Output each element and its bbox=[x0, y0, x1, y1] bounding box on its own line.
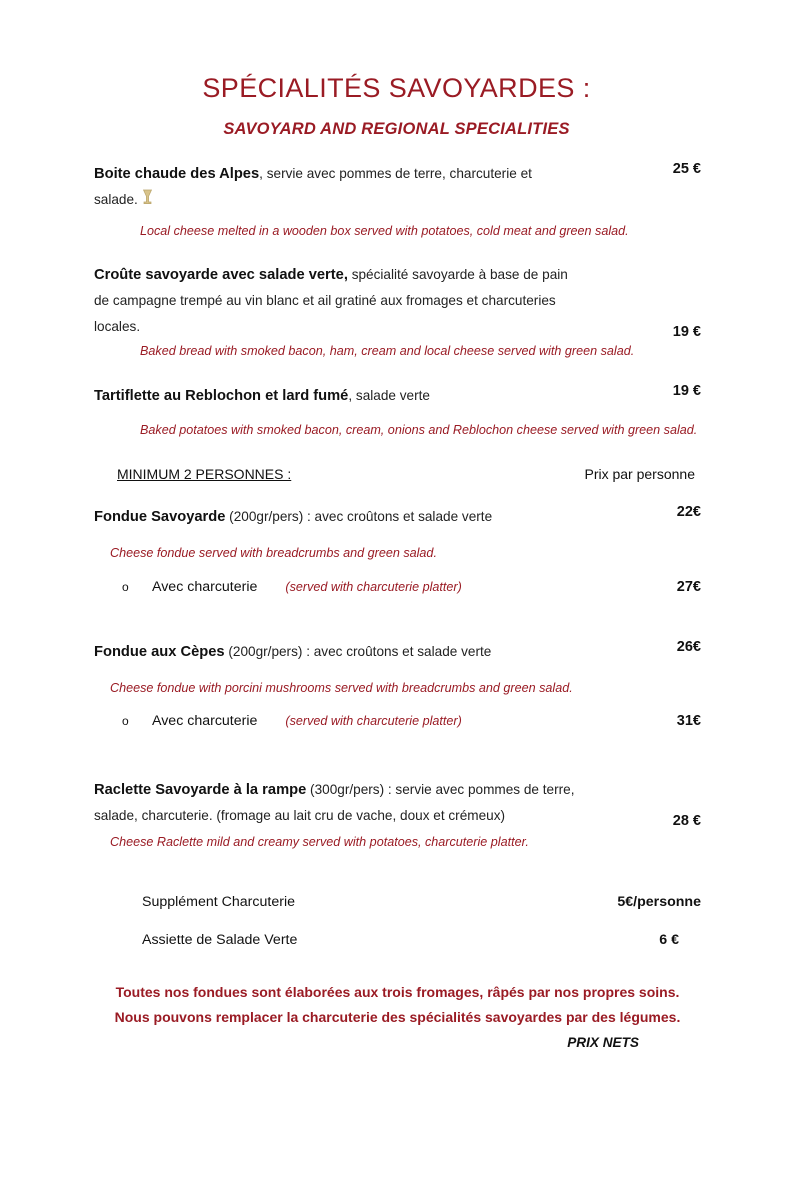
option-english: (served with charcuterie platter) bbox=[285, 579, 462, 594]
menu-item-detail: , salade verte bbox=[348, 388, 430, 403]
menu-item-description bbox=[94, 161, 591, 214]
menu-item bbox=[94, 504, 701, 595]
menu-item-name: Boite chaude des Alpes bbox=[94, 165, 260, 182]
supplement-label: Supplément Charcuterie bbox=[142, 894, 295, 911]
menu-item-price: 28 € bbox=[672, 813, 701, 830]
supplement-price: 6 € bbox=[659, 932, 679, 949]
option-price: 31€ bbox=[676, 713, 701, 730]
option-english: (served with charcuterie platter) bbox=[285, 714, 462, 729]
footnotes bbox=[94, 980, 701, 1029]
menu-item-english: Baked bread with smoked bacon, ham, cream and local cheese served with green salad. bbox=[140, 344, 635, 359]
footnote-line-2: Nous pouvons remplacer la charcuterie des spécialités savoyardes par des légumes. bbox=[114, 1008, 681, 1025]
option-label: Avec charcuterie bbox=[152, 713, 258, 730]
menu-item-description bbox=[94, 383, 591, 409]
menu-item-detail: spécialité savoyarde à base de pain de campagne trempé au vin blanc et ail gratiné aux fromages et charcuteries locales. bbox=[94, 267, 568, 335]
bullet-circle-icon: o bbox=[122, 714, 129, 729]
menu-item-price: 22€ bbox=[676, 503, 701, 520]
menu-item-english: Cheese fondue served with breadcrumbs and green salad. bbox=[110, 545, 437, 560]
minimum-persons-label: MINIMUM 2 PERSONNES : bbox=[117, 465, 292, 482]
supplement-row bbox=[94, 894, 701, 910]
menu-item-price: 19 € bbox=[672, 324, 701, 341]
page-subtitle: SAVOYARD AND REGIONAL SPECIALITIES bbox=[223, 119, 570, 138]
menu-item bbox=[94, 777, 701, 852]
supplement-row bbox=[94, 932, 701, 948]
option-label: Avec charcuterie bbox=[152, 578, 258, 595]
menu-item-name: Fondue aux Cèpes bbox=[94, 643, 225, 660]
menu-item-price: 19 € bbox=[672, 383, 701, 399]
menu-item-detail: (300gr/pers) : servie avec pommes de terre, salade, charcuterie. (fromage au lait cru de vache, doux et crémeux) bbox=[94, 782, 575, 824]
menu-item-detail: (200gr/pers) : avec croûtons et salade verte bbox=[225, 508, 493, 524]
menu-page bbox=[0, 74, 793, 1195]
price-per-person-label: Prix par personne bbox=[584, 465, 695, 482]
menu-item-detail: , servie avec pommes de terre, charcuterie et salade. bbox=[94, 165, 532, 207]
page-title: SPÉCIALITÉS SAVOYARDES : bbox=[202, 73, 591, 103]
menu-item-option bbox=[94, 579, 701, 595]
minimum-persons-row bbox=[94, 466, 701, 482]
menu-item-english: Cheese fondue with porcini mushrooms served with breadcrumbs and green salad. bbox=[110, 680, 573, 695]
wine-glass-icon bbox=[142, 188, 153, 214]
menu-item-english: Baked potatoes with smoked bacon, cream, onions and Reblochon cheese served with green salad. bbox=[140, 422, 698, 437]
menu-item-description bbox=[94, 777, 591, 829]
menu-item-description bbox=[94, 504, 591, 530]
menu-item-description bbox=[94, 262, 591, 340]
supplements-section bbox=[94, 894, 701, 948]
menu-item bbox=[94, 383, 701, 440]
menu-content bbox=[94, 161, 701, 1050]
prix-nets-label: PRIX NETS bbox=[567, 1035, 639, 1051]
supplement-price: 5€/personne bbox=[617, 894, 701, 911]
bullet-circle-icon: o bbox=[122, 579, 129, 594]
menu-item-name: Raclette Savoyarde à la rampe bbox=[94, 782, 307, 799]
menu-item-english: Cheese Raclette mild and creamy served with potatoes, charcuterie platter. bbox=[110, 835, 529, 850]
menu-item-price: 25 € bbox=[672, 160, 701, 177]
menu-item-detail: (200gr/pers) : avec croûtons et salade verte bbox=[224, 643, 492, 659]
menu-item-name: Croûte savoyarde avec salade verte, bbox=[94, 267, 348, 284]
menu-item-description bbox=[94, 639, 591, 665]
footnote-line-1: Toutes nos fondues sont élaborées aux trois fromages, râpés par nos propres soins. bbox=[115, 984, 680, 1001]
menu-item-option bbox=[94, 713, 701, 729]
menu-item bbox=[94, 262, 701, 361]
menu-item bbox=[94, 161, 701, 241]
menu-item-name: Tartiflette au Reblochon et lard fumé bbox=[94, 388, 349, 404]
menu-item bbox=[94, 639, 701, 730]
menu-item-price: 26€ bbox=[676, 638, 701, 655]
menu-header bbox=[0, 74, 793, 139]
menu-item-english: Local cheese melted in a wooden box served with potatoes, cold meat and green salad. bbox=[140, 223, 629, 238]
option-price: 27€ bbox=[676, 578, 701, 595]
menu-item-name: Fondue Savoyarde bbox=[94, 508, 226, 525]
supplement-label: Assiette de Salade Verte bbox=[142, 932, 298, 949]
